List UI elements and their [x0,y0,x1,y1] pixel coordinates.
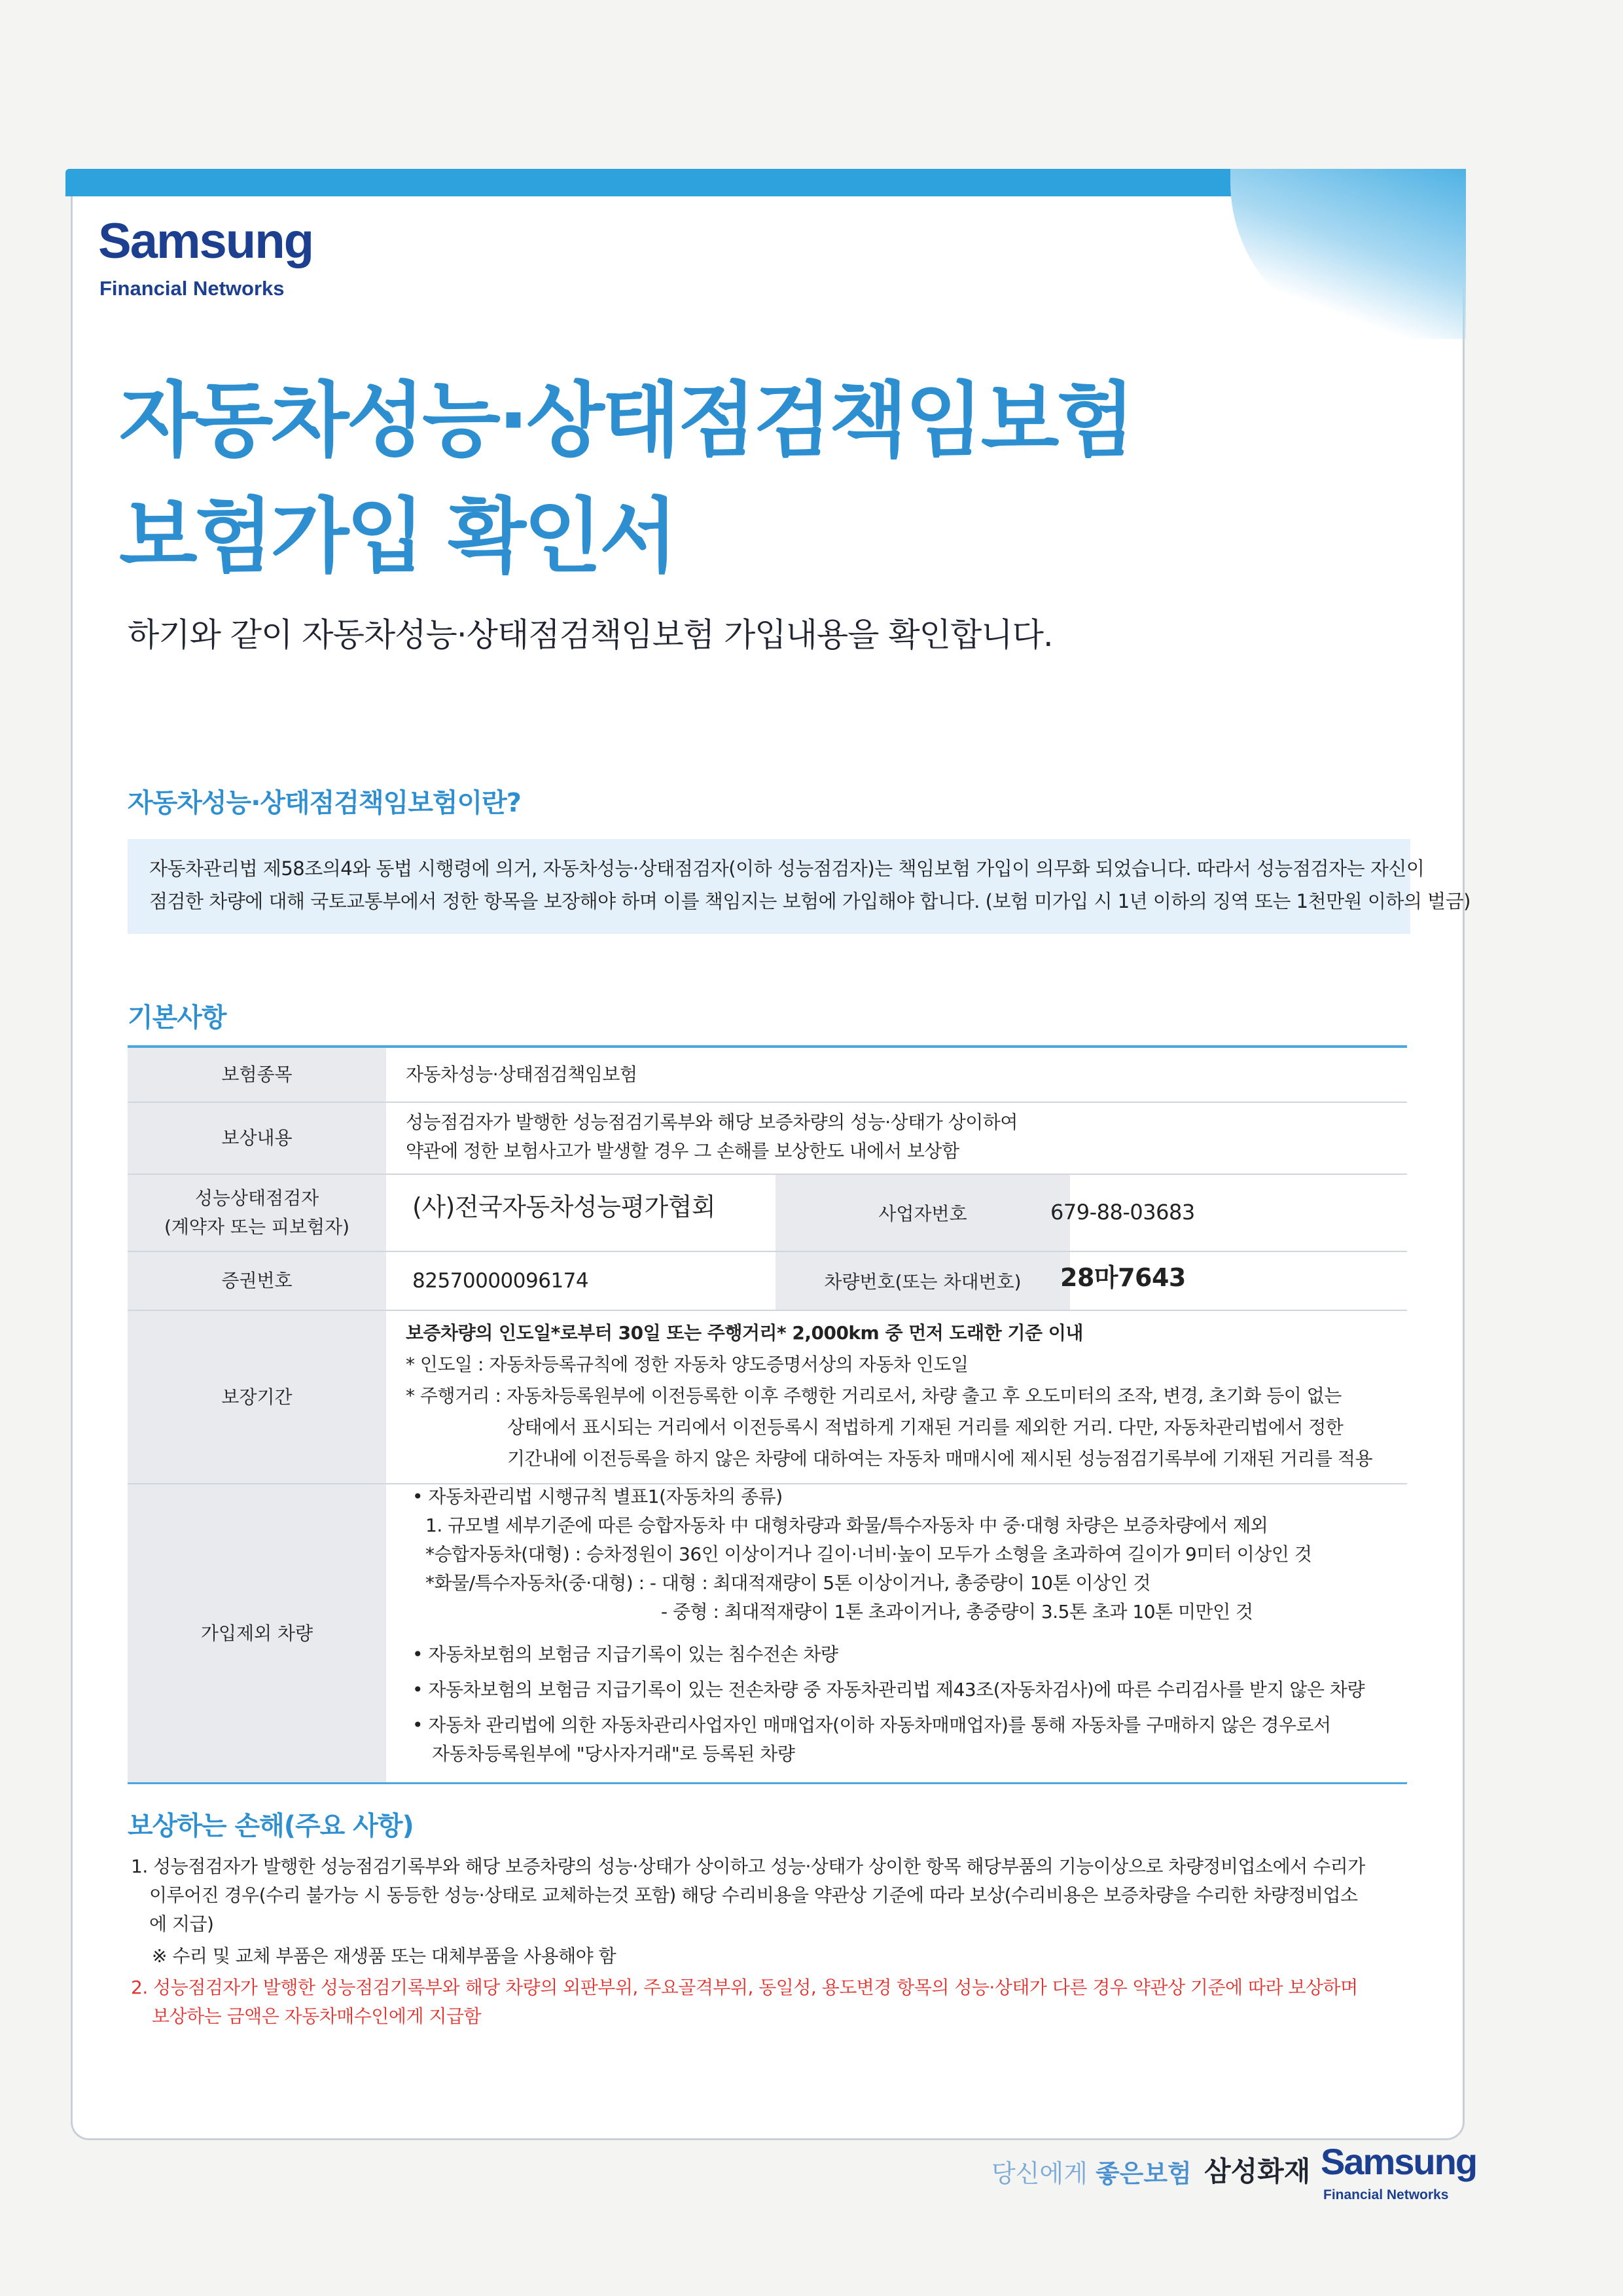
exclusion-item-3: • 자동차보험의 보험금 지급기록이 있는 전손차량 중 자동차관리법 제43조(자동차검사)에 따른 수리검사를 받지 않은 차량 [412,1679,1365,1700]
period-note-delivery: * 인도일 : 자동차등록규칙에 정한 자동차 양도증명서상의 자동차 인도일 [406,1354,969,1375]
biz-no-value: 679-88-03683 [1050,1200,1195,1225]
footer-slogan-a: 당신에게 [991,2159,1088,2188]
damage-item-1c: 에 지급) [149,1913,214,1935]
footer-slogan [991,2153,1192,2189]
coverage-line1: 성능점검자가 발행한 성능점검기록부와 해당 보증차량의 성능·상태가 상이하여 [406,1111,1018,1133]
footer-slogan-b: 좋은보험 [1095,2159,1192,2188]
document-title-line2: 보험가입 확인서 [119,490,675,584]
coverage-line2: 약관에 정한 보험사고가 발생할 경우 그 손해를 보상한도 내에서 보상함 [406,1140,959,1162]
exclusion-item-1a: 1. 규모별 세부기준에 따른 승합자동차 中 대형차량과 화물/특수자동차 中 중·대형 차량은 보증차량에서 제외 [425,1515,1268,1536]
period-note-mileage-3: 기간내에 이전등록을 하지 않은 차량에 대하여는 자동차 매매시에 제시된 성능점검기록부에 기재된 거리를 적용 [507,1448,1373,1469]
intro-heading: 자동차성능·상태점검책임보험이란? [128,788,521,818]
exclusion-item-2: • 자동차보험의 보험금 지급기록이 있는 침수전손 차량 [412,1643,838,1665]
intro-text [149,852,1471,918]
damage-item-2b: 보상하는 금액은 자동차매수인에게 지급함 [152,2005,482,2027]
document-title-line1: 자동차성능·상태점검책임보험 [119,374,1133,468]
exclusion-item-1: • 자동차관리법 시행규칙 별표1(자동차의 종류) [412,1486,783,1507]
exclusion-item-1c: *화물/특수자동차(중·대형) : - 대형 : 최대적재량이 5톤 이상이거나, 총중량이 10톤 이상인 것 [425,1572,1150,1594]
period-note-mileage-1: * 주행거리 : 자동차등록원부에 이전등록한 이후 주행한 거리로서, 차량 출고 후 오도미터의 조작, 변경, 초기화 등이 없는 [406,1385,1342,1407]
damage-item-2a: 2. 성능점검자가 발행한 성능점검기록부와 해당 차량의 외판부위, 주요골격부위, 동일성, 용도변경 항목의 성능·상태가 다른 경우 약관상 기준에 따라 보상하며 [131,1977,1358,1998]
damage-heading: 보상하는 손해(주요 사항) [128,1811,414,1841]
inspector-label-line2: (계약자 또는 피보험자) [164,1216,350,1238]
inspector-label-line1: 성능상태점검자 [194,1187,319,1209]
samsung-logo-word: Samsung [98,213,313,269]
car-no-label: 차량번호(또는 차대번호) [776,1252,1070,1310]
basic-heading: 기본사항 [128,1003,226,1033]
intro-line1: 자동차관리법 제58조의4와 동법 시행령에 의거, 자동차성능·상태점검자(이하 성능점검자)는 책임보험 가입이 의무화 되었습니다. 따라서 성능점검자는 자신이 [149,857,1425,880]
exclusion-item-1d: - 중형 : 최대적재량이 1톤 초과이거나, 총중량이 3.5톤 초과 10톤 미만인 것 [661,1601,1253,1623]
exclusion-item-1b: *승합자동차(대형) : 승차정원이 36인 이상이거나 길이·너비·높이 모두가 소형을 초과하여 길이가 9미터 이상인 것 [425,1543,1312,1565]
insurance-type-label: 보험종목 [128,1048,386,1102]
period-main: 보증차량의 인도일*로부터 30일 또는 주행거리* 2,000km 중 먼저 도래한 기준 이내 [406,1322,1083,1344]
policy-no-value: 82570000096174 [412,1269,589,1293]
coverage-label: 보상내용 [128,1103,386,1174]
footer-samsung-logo-word: Samsung [1321,2141,1477,2182]
footer-samsung-logo-sub: Financial Networks [1323,2187,1449,2202]
car-no-value: 28마7643 [1060,1263,1186,1292]
table-bottom-line [128,1782,1407,1784]
policy-no-label: 증권번호 [128,1252,386,1310]
document-subtitle: 하기와 같이 자동차성능·상태점검책임보험 가입내용을 확인합니다. [128,616,1053,654]
exclusion-item-4b: 자동차등록원부에 "당사자거래"로 등록된 차량 [432,1743,795,1765]
exclusion-label: 가입제외 차량 [128,1484,386,1782]
exclusion-item-4a: • 자동차 관리법에 의한 자동차관리사업자인 매매업자(이하 자동차매매업자)를 통해 자동차를 구매하지 않은 경우로서 [412,1714,1331,1736]
damage-item-1b: 이루어진 경우(수리 불가능 시 동등한 성능·상태로 교체하는것 포함) 해당 수리비용을 약관상 기준에 따라 보상(수리비용은 보증차량을 수리한 차량정비업소 [149,1884,1358,1906]
biz-no-label: 사업자번호 [776,1175,1070,1251]
inspector-value: (사)전국자동차성능평가협회 [412,1193,716,1221]
samsung-logo-sub: Financial Networks [99,277,285,300]
period-note-mileage-2: 상태에서 표시되는 거리에서 이전등록시 적법하게 기재된 거리를 제외한 거리. 다만, 자동차관리법에서 정한 [507,1416,1344,1438]
insurance-type-value: 자동차성능·상태점검책임보험 [406,1064,637,1085]
intro-line2: 점검한 차량에 대해 국토교통부에서 정한 항목을 보장해야 하며 이를 책임지는 보험에 가입해야 합니다. (보험 미가입 시 1년 이하의 징역 또는 1천만원 이하의 벌금) [149,890,1471,912]
period-label: 보장기간 [128,1311,386,1483]
inspector-label [128,1175,386,1251]
damage-item-1a: 1. 성능점검자가 발행한 성능점검기록부와 해당 보증차량의 성능·상태가 상이하고 성능·상태가 상이한 항목 해당부품의 기능이상으로 차량정비업소에서 수리가 [131,1856,1365,1877]
damage-note: ※ 수리 및 교체 부품은 재생품 또는 대체부품을 사용해야 함 [152,1945,616,1967]
footer-company: 삼성화재 [1204,2155,1311,2187]
